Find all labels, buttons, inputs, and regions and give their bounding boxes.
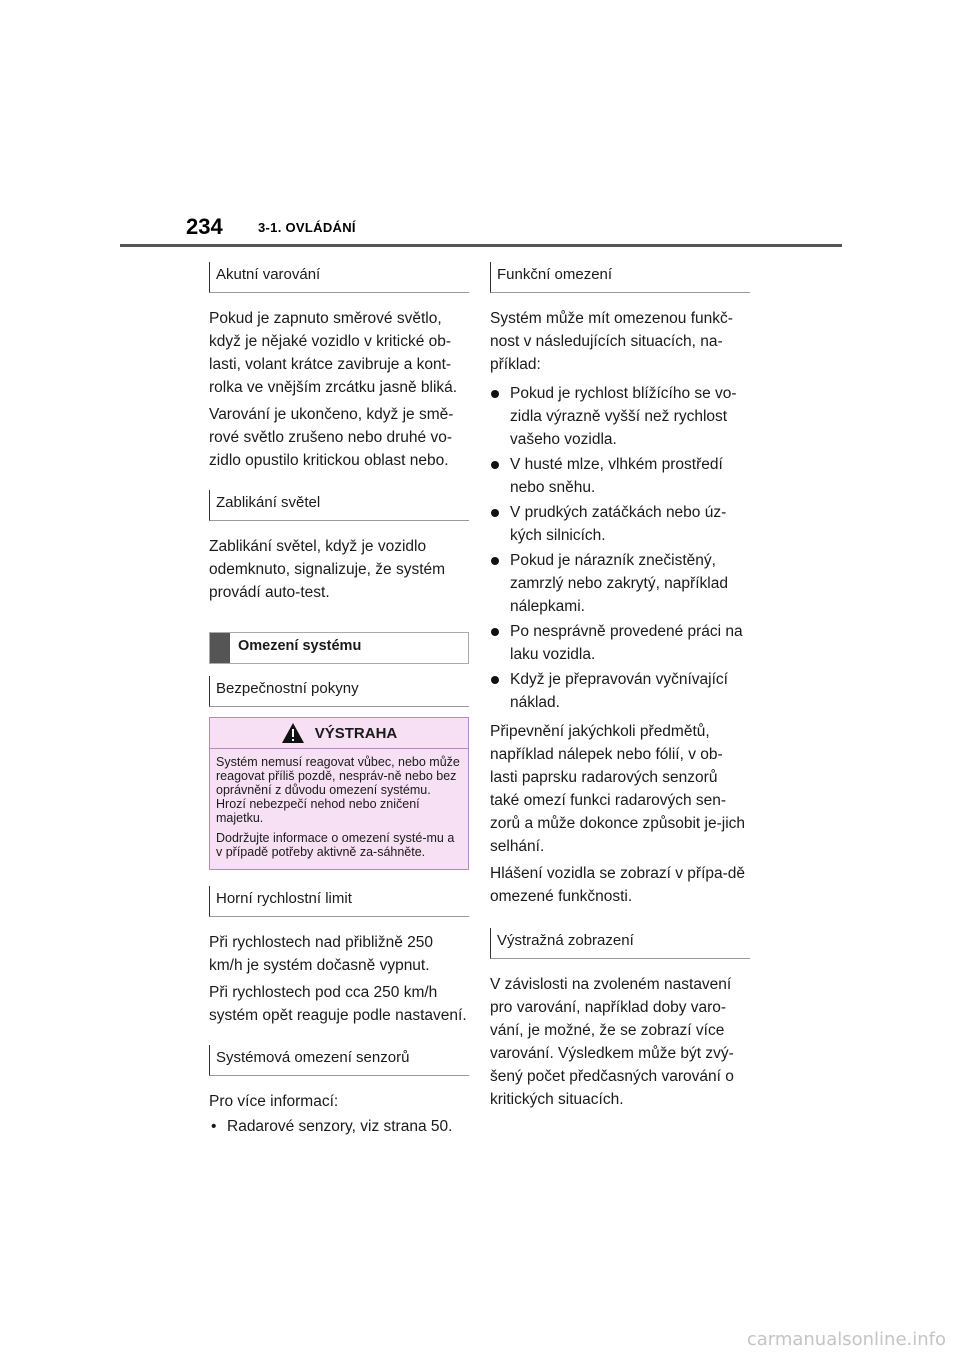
heading-safety-notes: Bezpečnostní pokyny [209, 676, 469, 707]
bullet-dot-icon [491, 390, 499, 398]
paragraph: Systém může mít omezenou funkč-nost v následujících situacích, na-příklad: [490, 310, 733, 373]
list-item-text: Po nesprávně provedené práci na laku vozidla. [510, 623, 743, 663]
paragraph: Při rychlostech nad přibližně 250 km/h je systém dočasně vypnut. [209, 934, 434, 974]
warning-paragraph: Dodržujte informace o omezení systé-mu a v případě potřeby aktivně za-sáhněte. [216, 831, 455, 859]
section-heading-system-limits [209, 632, 469, 664]
bullet-dot-icon [491, 509, 499, 517]
left-column [209, 256, 469, 1138]
paragraph: V závislosti na zvoleném nastavení pro varování, například doby varo-vání, je možné, že se zobrazí více varování. Výsledkem může být zvý-šený počet předčasných varování o kritických situacích. [490, 976, 734, 1108]
heading-functional-limits: Funkční omezení [490, 262, 750, 293]
heading-warning-displays: Výstražná zobrazení [490, 928, 750, 959]
list-item-text: Pokud je nárazník znečistěný, zamrzlý nebo zakrytý, například nálepkami. [510, 552, 728, 615]
list-item [490, 549, 750, 618]
section-heading-label: Omezení systému [238, 638, 362, 654]
bullet-dot-icon [491, 676, 499, 684]
list-item [490, 620, 750, 666]
heading-speed-limit: Horní rychlostní limit [209, 886, 469, 917]
warning-triangle-icon [281, 722, 305, 744]
list-item [490, 501, 750, 547]
list-item-text: Radarové senzory, viz strana 50. [227, 1118, 453, 1135]
section-marker [210, 633, 230, 663]
heading-acute-warning: Akutní varování [209, 262, 469, 293]
list-bullet: • [211, 1118, 217, 1135]
warning-box [209, 717, 469, 870]
list-item [490, 453, 750, 499]
heading-sensor-limits: Systémová omezení senzorů [209, 1045, 469, 1076]
chapter-title: 3-1. OVLÁDÁNÍ [258, 220, 356, 235]
list-item [490, 382, 750, 451]
list-item-text: Když je přepravován vyčnívající náklad. [510, 671, 728, 711]
paragraph: Pokud je zapnuto směrové světlo, když je nějaké vozidlo v kritické ob-lasti, volant krátce zavibruje a kont-rolka ve vnějším zrcátku jasně bliká. [209, 310, 458, 396]
list-item [209, 1115, 469, 1138]
list-item-text: V husté mlze, vlhkém prostředí nebo sněhu. [510, 456, 723, 496]
paragraph: Hlášení vozidla se zobrazí v přípa-dě omezené funkčnosti. [490, 865, 746, 905]
paragraph: Varování je ukončeno, když je smě-rové světlo zrušeno nebo druhé vo-zidlo opustilo kritickou oblast nebo. [209, 406, 454, 469]
paragraph: Zablikání světel, když je vozidlo odemknuto, signalizuje, že systém provádí auto-test. [209, 538, 446, 601]
paragraph: Připevnění jakýchkoli předmětů, například nálepek nebo fólií, v ob-lasti paprsku radarových senzorů také omezí funkci radarových sen-zorů a může dokonce způsobit je-jich selhání. [490, 723, 746, 855]
list-item-text: V prudkých zatáčkách nebo úz-kých silnicích. [510, 504, 727, 544]
list-item-text: Pokud je rychlost blížícího se vo-zidla výrazně vyšší než rychlost vašeho vozidla. [510, 385, 737, 448]
page-number: 234 [186, 214, 223, 239]
heading-light-flash: Zablikání světel [209, 490, 469, 521]
warning-paragraph: Systém nemusí reagovat vůbec, nebo může reagovat příliš pozdě, nespráv-ně nebo bez oprávnění z důvodu omezení systému. Hrozí nebezpečí nehod nebo zničení majetku. [216, 755, 460, 825]
warning-title [210, 718, 468, 749]
limitations-list [490, 382, 750, 714]
bullet-dot-icon [491, 628, 499, 636]
list-item [490, 668, 750, 714]
right-column [490, 256, 750, 1111]
watermark: carmanualsonline.info [746, 1329, 946, 1350]
header-divider [120, 244, 842, 247]
sensor-list [209, 1115, 469, 1138]
warning-title-label: VÝSTRAHA [314, 724, 398, 742]
paragraph: Při rychlostech pod cca 250 km/h systém opět reaguje podle nastavení. [209, 984, 467, 1024]
bullet-dot-icon [491, 461, 499, 469]
bullet-dot-icon [491, 557, 499, 565]
paragraph: Pro více informací: [209, 1093, 339, 1110]
